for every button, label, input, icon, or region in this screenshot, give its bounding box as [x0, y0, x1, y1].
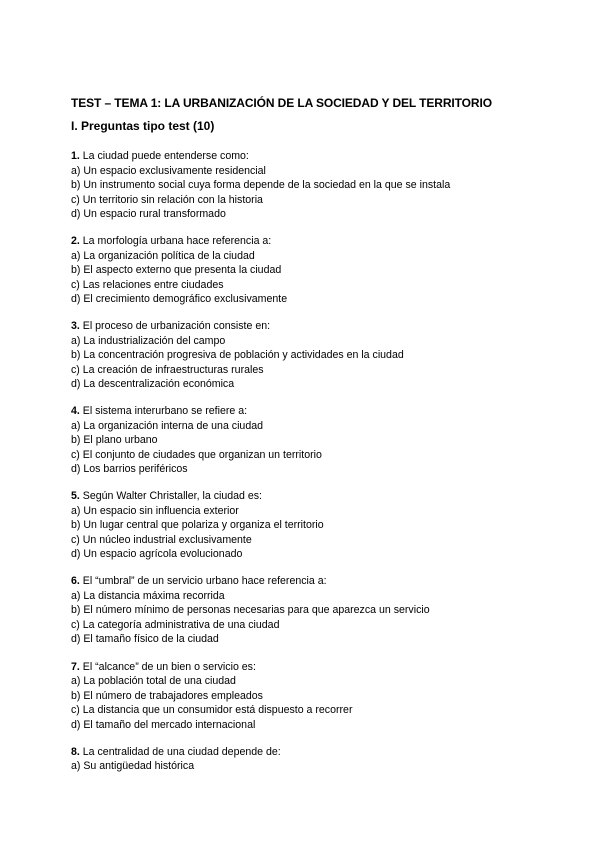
question-number: 3.: [71, 320, 80, 333]
answer-option: c) Un territorio sin relación con la historia: [71, 193, 263, 206]
question-number: 1.: [71, 150, 80, 162]
answer-option: b) El número mínimo de personas necesarias para que aparezca un servicio: [71, 604, 430, 617]
answer-option: d) Un espacio rural transformado: [71, 208, 226, 220]
answer-option: a) La organización política de la ciudad: [71, 249, 255, 262]
question-stem: [71, 660, 571, 675]
question-text: La ciudad puede entenderse como:: [79, 150, 249, 162]
answer-option: c) La categoría administrativa de una ciudad: [71, 618, 280, 631]
answer-option: a) La organización interna de una ciudad: [71, 419, 264, 432]
question-number: 6.: [71, 575, 80, 588]
answer-option: d) El crecimiento demográfico exclusivamente: [71, 293, 288, 306]
answer-option: a) Su antigüedad histórica: [71, 760, 195, 773]
answer-option: b) El aspecto externo que presenta la ciudad: [71, 264, 282, 277]
answer-option: c) El conjunto de ciudades que organizan un territorio: [71, 448, 322, 461]
question-item: [71, 234, 571, 307]
question-text: El proceso de urbanización consiste en:: [79, 320, 271, 333]
question-text: El “alcance” de un bien o servicio es:: [79, 660, 256, 673]
question-stem: [71, 234, 571, 249]
question-item: [71, 404, 571, 477]
answer-option: d) Un espacio agrícola evolucionado: [71, 548, 243, 561]
answer-option: a) Un espacio sin influencia exterior: [71, 504, 239, 517]
document-page: [71, 96, 571, 786]
question-stem: [71, 574, 571, 589]
question-text: El “umbral” de un servicio urbano hace referencia a:: [79, 575, 327, 588]
question-text: La centralidad de una ciudad depende de:: [79, 745, 281, 758]
question-text: La morfología urbana hace referencia a:: [79, 235, 272, 248]
question-stem: [71, 149, 571, 164]
question-stem: [71, 489, 571, 504]
question-number: 2.: [71, 235, 80, 248]
answer-option: d) El tamaño físico de la ciudad: [71, 633, 219, 646]
answer-option: b) Un instrumento social cuya forma depende de la sociedad en la que se instala: [71, 179, 451, 191]
answer-option: b) El plano urbano: [71, 434, 158, 447]
question-item: [71, 489, 571, 562]
answer-option: d) El tamaño del mercado internacional: [71, 718, 256, 731]
answer-option: b) La concentración progresiva de población y actividades en la ciudad: [71, 349, 404, 362]
question-list: [71, 149, 571, 774]
answer-option: b) Un lugar central que polariza y organiza el territorio: [71, 519, 324, 532]
question-text: El sistema interurbano se refiere a:: [79, 405, 248, 418]
answer-option: c) La creación de infraestructuras rurales: [71, 363, 264, 376]
answer-option: a) La distancia máxima recorrida: [71, 589, 225, 602]
question-item: [71, 745, 571, 774]
question-item: [71, 319, 571, 392]
document-title: TEST – TEMA 1: LA URBANIZACIÓN DE LA SOCIEDAD Y DEL TERRITORIO: [71, 96, 492, 110]
answer-option: d) La descentralización económica: [71, 378, 235, 391]
answer-option: a) La población total de una ciudad: [71, 675, 236, 688]
question-stem: [71, 319, 571, 334]
question-number: 5.: [71, 490, 80, 503]
answer-option: a) Un espacio exclusivamente residencial: [71, 164, 266, 177]
answer-option: c) Un núcleo industrial exclusivamente: [71, 533, 252, 546]
question-item: [71, 660, 571, 733]
answer-option: c) La distancia que un consumidor está dispuesto a recorrer: [71, 704, 353, 717]
question-item: [71, 149, 571, 222]
question-item: [71, 574, 571, 647]
question-text: Según Walter Christaller, la ciudad es:: [79, 490, 262, 503]
question-number: 8.: [71, 745, 80, 758]
answer-option: c) Las relaciones entre ciudades: [71, 278, 224, 291]
answer-option: a) La industrialización del campo: [71, 334, 226, 347]
section-title: I. Preguntas tipo test (10): [71, 119, 215, 133]
answer-option: d) Los barrios periféricos: [71, 463, 188, 476]
question-stem: [71, 404, 571, 419]
question-stem: [71, 745, 571, 760]
question-number: 4.: [71, 405, 80, 418]
question-number: 7.: [71, 660, 80, 673]
answer-option: b) El número de trabajadores empleados: [71, 689, 263, 702]
